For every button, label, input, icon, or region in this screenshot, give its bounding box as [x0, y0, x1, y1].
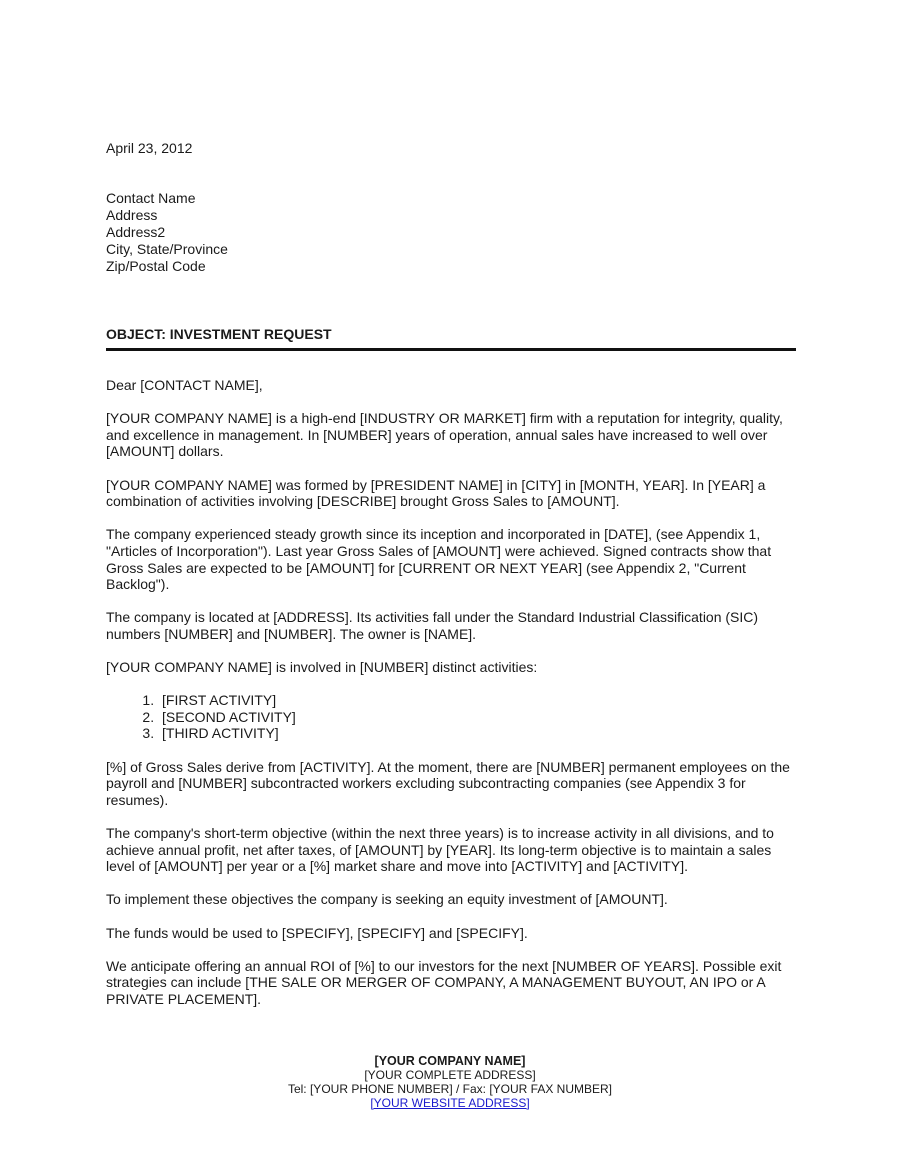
- letter-date: April 23, 2012: [106, 140, 193, 156]
- body-paragraph: The company's short-term objective (within the next three years) is to increase activity in all divisions, and to achieve annual profit, net after taxes, of [AMOUNT] by [YEAR]. Its long-term objective is to maintain a sales level of [AMOUNT] per year or a [%] market share and move into [ACTIVITY] and [ACTIVITY].: [106, 825, 774, 875]
- body-paragraph: The funds would be used to [SPECIFY], [SPECIFY] and [SPECIFY].: [106, 924, 528, 941]
- footer-phone-fax: Tel: [YOUR PHONE NUMBER] / Fax: [YOUR FAX NUMBER]: [287, 1082, 613, 1096]
- letterhead-footer: [0, 1054, 900, 1110]
- list-item: 1. [FIRST ACTIVITY]: [158, 692, 796, 709]
- body-paragraph: [%] of Gross Sales derive from [ACTIVITY]. At the moment, there are [NUMBER] permanent employees on the payroll and [NUMBER] subcontracted workers excluding subcontracting companies (see Appendix 3 for resumes).: [106, 758, 790, 808]
- letter-subject: OBJECT: INVESTMENT REQUEST: [106, 326, 332, 342]
- footer-company-name: [YOUR COMPANY NAME]: [374, 1054, 526, 1068]
- body-paragraph: [YOUR COMPANY NAME] is a high-end [INDUSTRY OR MARKET] firm with a reputation for integrity, quality, and excellence in management. In [NUMBER] years of operation, annual sales have increased to well over [AMOUNT] dollars.: [106, 410, 783, 460]
- body-paragraph: We anticipate offering an annual ROI of [%] to our investors for the next [NUMBER OF YEARS]. Possible exit strategies can include [THE SALE OR MERGER OF COMPANY, A MANAGEMENT BUYOUT, AN IPO or A PRIVATE PLACEMENT].: [106, 957, 782, 1007]
- footer-website-link[interactable]: [YOUR WEBSITE ADDRESS]: [370, 1096, 530, 1110]
- recipient-zip: Zip/Postal Code: [106, 258, 206, 274]
- activities-list: [106, 692, 796, 742]
- salutation: Dear [CONTACT NAME],: [106, 377, 263, 393]
- recipient-address2: Address2: [106, 224, 166, 240]
- recipient-address: Address: [106, 207, 158, 223]
- recipient-contact-name: Contact Name: [106, 190, 196, 206]
- footer-address: [YOUR COMPLETE ADDRESS]: [364, 1068, 536, 1082]
- body-paragraph: [YOUR COMPANY NAME] is involved in [NUMBER] distinct activities:: [106, 659, 538, 676]
- recipient-city-state: City, State/Province: [106, 241, 228, 257]
- body-paragraph: [YOUR COMPANY NAME] was formed by [PRESIDENT NAME] in [CITY] in [MONTH, YEAR]. In [YEAR] a combination of activities involving [DESCRIBE] brought Gross Sales to [AMOUNT].: [106, 476, 766, 510]
- subject-divider: [106, 348, 796, 351]
- list-item: 3. [THIRD ACTIVITY]: [158, 725, 796, 742]
- letter-body: [106, 377, 796, 1024]
- list-item: 2. [SECOND ACTIVITY]: [158, 709, 796, 726]
- body-paragraph: To implement these objectives the company is seeking an equity investment of [AMOUNT].: [106, 891, 668, 908]
- body-paragraph: The company experienced steady growth since its inception and incorporated in [DATE], (see Appendix 1, "Articles of Incorporation"). Last year Gross Sales of [AMOUNT] were achieved. Signed contracts show that Gross Sales are expected to be [AMOUNT] for [CURRENT OR NEXT YEAR] (see Appendix 2, "Current Backlog").: [106, 526, 772, 593]
- body-paragraph: The company is located at [ADDRESS]. Its activities fall under the Standard Industrial Classification (SIC) numbers [NUMBER] and [NUMBER]. The owner is [NAME].: [106, 609, 759, 642]
- recipient-block: [106, 190, 228, 275]
